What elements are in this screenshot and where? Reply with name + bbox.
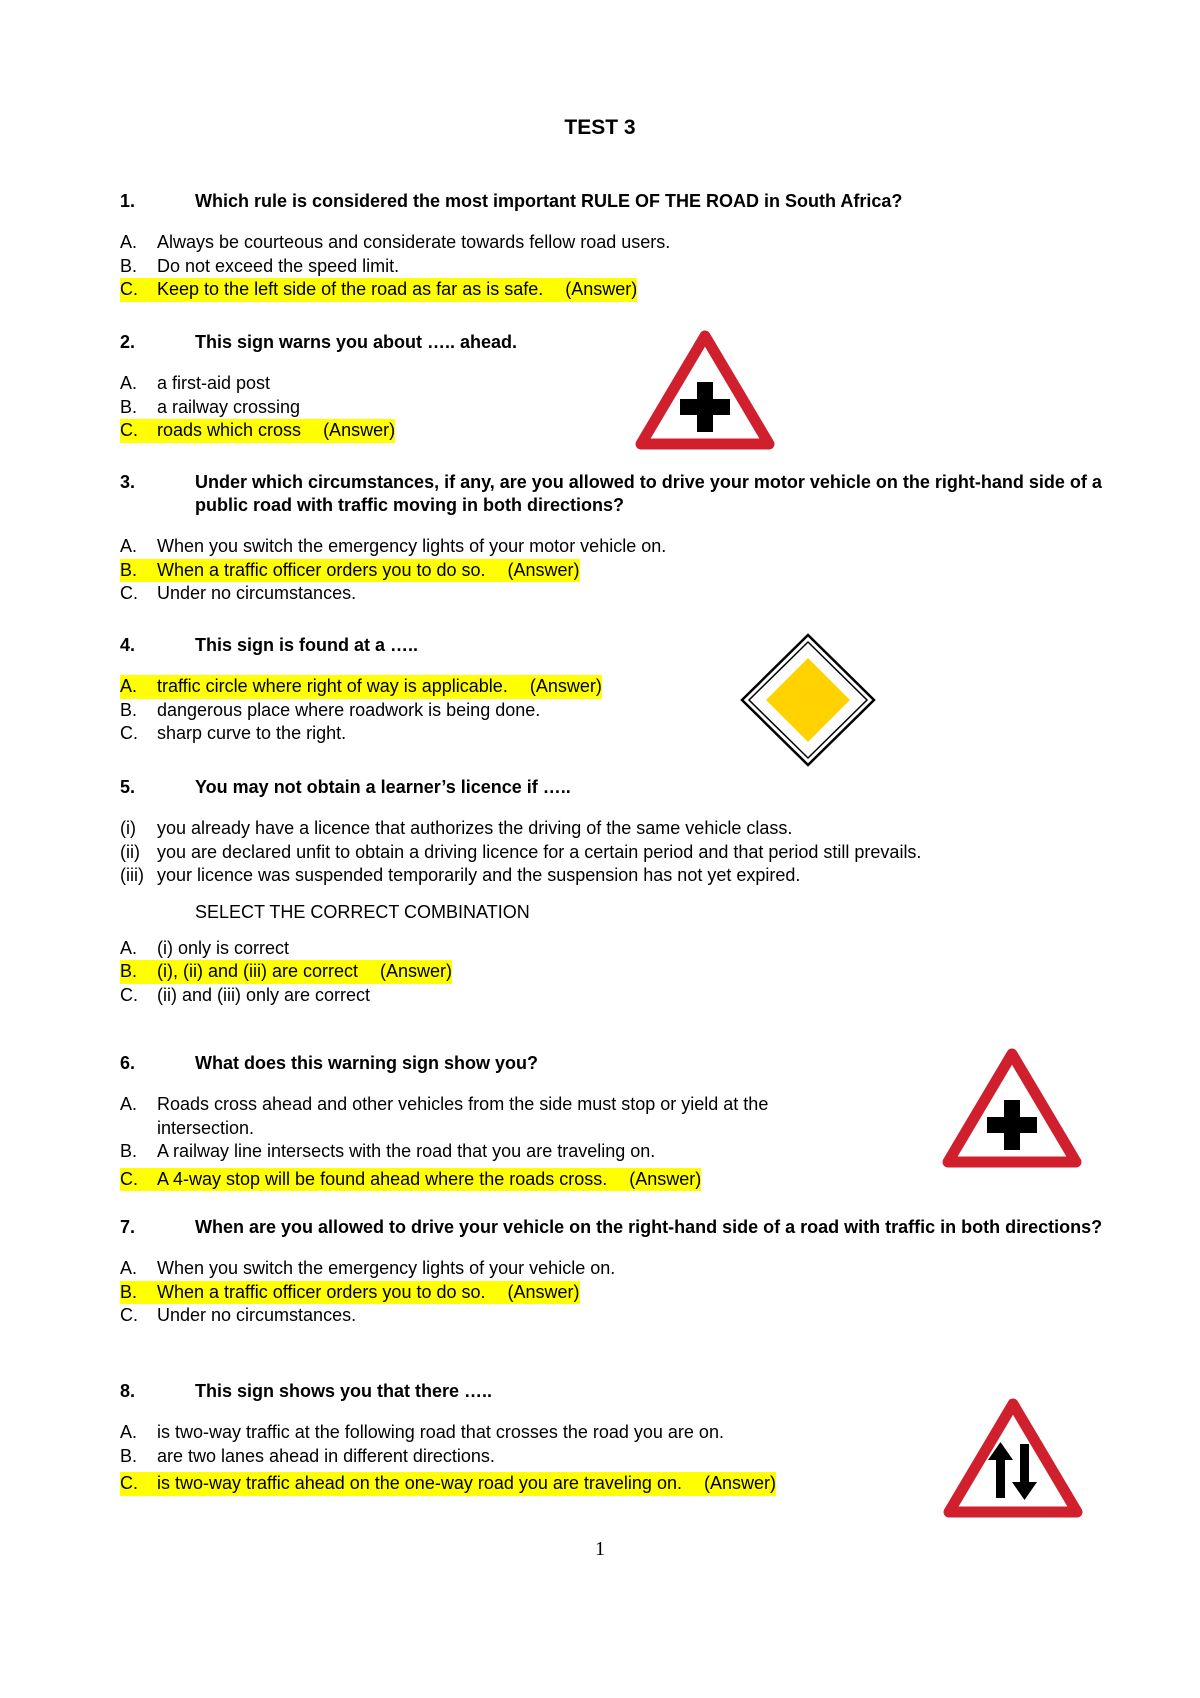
statement-iii: (iii) your licence was suspended temporarily and the suspension has not yet expired. — [120, 865, 801, 885]
two-way-traffic-sign-icon — [943, 1398, 1083, 1520]
page-number: 1 — [595, 1538, 605, 1560]
statement-ii: (ii) you are declared unfit to obtain a driving licence for a certain period and that period still prevails. — [120, 841, 922, 862]
select-instruction: SELECT THE CORRECT COMBINATION — [195, 901, 530, 922]
option-b-answer: B. When a traffic officer orders you to do so. (Answer) — [120, 559, 580, 583]
question-3: 3. Under which circumstances, if any, are you allowed to drive your motor vehicle on the right-hand side of a public road with traffic moving in both directions? A. When you switch the emergency lights of your motor vehicle on. B. When a traffic officer orders you to do so. (Answer) C. Under no circumstances. — [120, 471, 1135, 606]
question-number: 1. — [120, 191, 136, 211]
option-c: C. Under no circumstances. — [120, 583, 357, 603]
option-a: A. Always be courteous and considerate towards fellow road users. — [120, 232, 671, 252]
option-b: B. are two lanes ahead in different directions. — [120, 1445, 495, 1466]
option-a: A. a first-aid post — [120, 373, 271, 393]
option-c: C. (ii) and (iii) only are correct — [120, 984, 371, 1005]
crossroads-warning-sign-icon — [635, 330, 775, 452]
question-2: 2. This sign warns you about ….. ahead. A. a first-aid post B. a railway crossing C. roads which cross (Answer) — [120, 331, 1135, 443]
option-c-answer: C. roads which cross (Answer) — [120, 419, 395, 443]
page-title: TEST 3 — [564, 116, 636, 139]
question-text: Which rule is considered the most important RULE OF THE ROAD in South Africa? — [195, 191, 903, 211]
question-5: 5. You may not obtain a learner’s licence if ….. (i) you already have a licence that authorizes the driving of the same vehicle class. (ii) you are declared unfit to obtain a driving licence for a certain period and that period still prevails. (iii) your licence was suspended temporarily and the suspension has not yet expired. SELECT THE CORRECT COMBINATION A. (i) only is correct B. (i), (ii) and (iii) are correct (Answer) C. (ii) and (iii) only are correct — [120, 776, 1135, 1007]
option-a: A. When you switch the emergency lights of your motor vehicle on. — [120, 536, 667, 556]
question-1 — [120, 190, 1135, 302]
priority-road-sign-icon — [738, 632, 878, 768]
option-a-answer: A. traffic circle where right of way is applicable. (Answer) — [120, 675, 602, 699]
option-c-answer: C. is two-way traffic ahead on the one-way road you are traveling on. (Answer) — [120, 1472, 776, 1496]
option-c-answer: C. Keep to the left side of the road as far as is safe. (Answer) — [120, 278, 637, 302]
option-b: B. Do not exceed the speed limit. — [120, 255, 400, 276]
answer-label: (Answer) — [565, 279, 638, 299]
question-7: 7. When are you allowed to drive your vehicle on the right-hand side of a road with traffic in both directions? A. When you switch the emergency lights of your vehicle on. B. When a traffic officer orders you to do so. (Answer) C. Under no circumstances. — [120, 1216, 1135, 1328]
option-b: B. dangerous place where roadwork is being done. — [120, 699, 541, 720]
option-b: B. A railway line intersects with the road that you are traveling on. — [120, 1141, 656, 1161]
option-c: C. Under no circumstances. — [120, 1305, 357, 1325]
crossroads-warning-sign-icon — [942, 1048, 1082, 1170]
option-a: A. (i) only is correct — [120, 937, 290, 958]
option-c: C. sharp curve to the right. — [120, 723, 347, 743]
option-c-answer: C. A 4-way stop will be found ahead where the roads cross. (Answer) — [120, 1168, 701, 1192]
option-b-answer: B. When a traffic officer orders you to do so. (Answer) — [120, 1281, 580, 1305]
question-4: 4. This sign is found at a ….. A. traffic circle where right of way is applicable. (Answer) B. dangerous place where roadwork is being done. C. sharp curve to the right. — [120, 634, 1135, 746]
statement-i: (i) you already have a licence that authorizes the driving of the same vehicle class. — [120, 818, 793, 838]
option-b-answer: B. (i), (ii) and (iii) are correct (Answer) — [120, 960, 452, 984]
option-a: A. is two-way traffic at the following road that crosses the road you are on. — [120, 1422, 724, 1442]
option-a: A. When you switch the emergency lights of your vehicle on. — [120, 1258, 616, 1278]
option-a: A. Roads cross ahead and other vehicles from the side must stop or yield at the intersection. — [120, 1094, 769, 1138]
option-b: B. a railway crossing — [120, 396, 301, 417]
question-8: 8. This sign shows you that there ….. A. is two-way traffic at the following road that crosses the road you are on. B. are two lanes ahead in different directions. C. is two-way traffic ahead on the one-way road you are traveling on. (Answer) — [120, 1380, 1135, 1496]
question-6: 6. What does this warning sign show you? A. Roads cross ahead and other vehicles from the side must stop or yield at the intersection. B. A railway line intersects with the road that you are traveling on. C. A 4-way stop will be found ahead where the roads cross. (Answer) — [120, 1052, 1135, 1191]
